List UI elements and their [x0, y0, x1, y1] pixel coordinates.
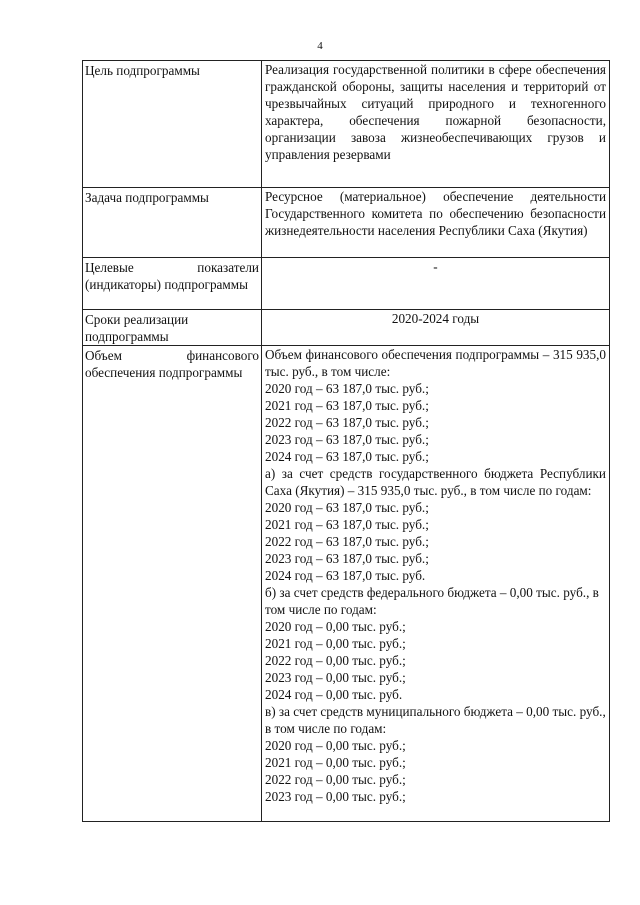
- municipal-budget-intro: в) за счет средств муниципального бюджета – 0,00 тыс. руб., в том числе по годам:: [265, 704, 606, 736]
- indicators-value: -: [262, 258, 610, 310]
- total-year-line: 2023 год – 63 187,0 тыс. руб.;: [265, 432, 429, 447]
- federal-budget-year-line: 2024 год – 0,00 тыс. руб.: [265, 687, 403, 702]
- federal-budget-year-line: 2022 год – 0,00 тыс. руб.;: [265, 653, 406, 668]
- state-budget-intro: а) за счет средств государственного бюджета Республики Саха (Якутия) – 315 935,0 тыс. руб., в том числе по годам:: [265, 466, 606, 498]
- total-year-line: 2020 год – 63 187,0 тыс. руб.;: [265, 381, 429, 396]
- term-label: Сроки реализации подпрограммы: [83, 310, 262, 346]
- state-budget-year-line: 2024 год – 63 187,0 тыс. руб.: [265, 568, 426, 583]
- table-row-financing: [83, 346, 610, 822]
- financing-label: Объем финансового обеспечения подпрограммы: [83, 346, 262, 822]
- state-budget-year-line: 2023 год – 63 187,0 тыс. руб.;: [265, 551, 429, 566]
- indicators-label: Целевые показатели (индикаторы) подпрограммы: [83, 258, 262, 310]
- municipal-budget-year-line: 2020 год – 0,00 тыс. руб.;: [265, 738, 406, 753]
- state-budget-year-line: 2022 год – 63 187,0 тыс. руб.;: [265, 534, 429, 549]
- federal-budget-year-line: 2020 год – 0,00 тыс. руб.;: [265, 619, 406, 634]
- financing-intro: Объем финансового обеспечения подпрограммы – 315 935,0 тыс. руб., в том числе:: [265, 347, 606, 379]
- task-label: Задача подпрограммы: [83, 188, 262, 258]
- federal-budget-intro: б) за счет средств федерального бюджета – 0,00 тыс. руб., в том числе по годам:: [265, 585, 599, 617]
- task-value: Ресурсное (материальное) обеспечение деятельности Государственного комитета по обеспечению безопасности жизнедеятельности населения Республики Саха (Якутия): [262, 188, 610, 258]
- municipal-budget-year-line: 2023 год – 0,00 тыс. руб.;: [265, 789, 406, 804]
- term-value: 2020-2024 годы: [262, 310, 610, 346]
- subprogram-passport-table: [82, 60, 610, 822]
- municipal-budget-year-line: 2022 год – 0,00 тыс. руб.;: [265, 772, 406, 787]
- state-budget-year-line: 2020 год – 63 187,0 тыс. руб.;: [265, 500, 429, 515]
- state-budget-year-line: 2021 год – 63 187,0 тыс. руб.;: [265, 517, 429, 532]
- table-row-term: [83, 310, 610, 346]
- table-row-goal: [83, 61, 610, 188]
- total-year-line: 2024 год – 63 187,0 тыс. руб.;: [265, 449, 429, 464]
- table-row-indicators: [83, 258, 610, 310]
- financing-value: [262, 346, 610, 822]
- total-year-line: 2021 год – 63 187,0 тыс. руб.;: [265, 398, 429, 413]
- goal-label: Цель подпрограммы: [83, 61, 262, 188]
- table-row-task: [83, 188, 610, 258]
- goal-value: Реализация государственной политики в сфере обеспечения гражданской обороны, защиты населения и территорий от чрезвычайных ситуаций природного и техногенного характера, обеспечения пожарной безопасности, организации завоза жизнеобеспечивающих грузов и управления резервами: [262, 61, 610, 188]
- page-number: 4: [317, 40, 323, 52]
- municipal-budget-year-line: 2021 год – 0,00 тыс. руб.;: [265, 755, 406, 770]
- federal-budget-year-line: 2023 год – 0,00 тыс. руб.;: [265, 670, 406, 685]
- total-year-line: 2022 год – 63 187,0 тыс. руб.;: [265, 415, 429, 430]
- federal-budget-year-line: 2021 год – 0,00 тыс. руб.;: [265, 636, 406, 651]
